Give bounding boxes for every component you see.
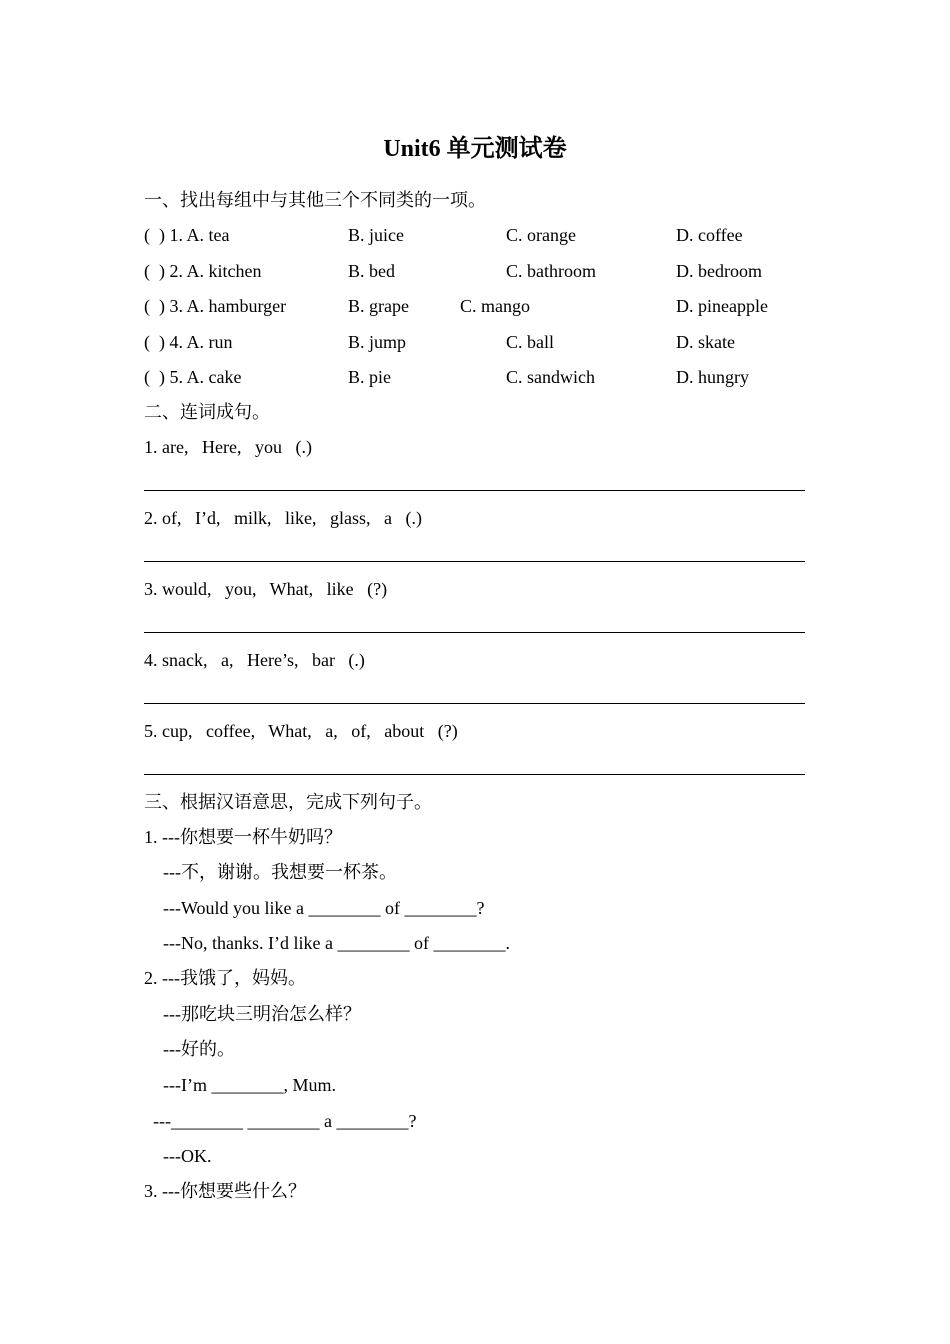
item-2-option-d: D. bedroom xyxy=(676,261,762,281)
page-title: Unit6 单元测试卷 xyxy=(383,136,567,162)
item-3-option-a: ( ) 3. A. hamburger xyxy=(144,296,287,316)
item-4-option-a: ( ) 4. A. run xyxy=(144,332,233,352)
item-2-option-c: C. bathroom xyxy=(506,261,596,281)
q1-line-1: 1. ---你想要一杯牛奶吗？ xyxy=(144,827,342,847)
item-1-option-a: ( ) 1. A. tea xyxy=(144,225,230,245)
answer-line-1 xyxy=(144,490,805,491)
item-1-option-b: B. juice xyxy=(348,225,404,245)
answer-line-5 xyxy=(144,774,805,775)
section2-item-1: 1. are, Here, you (.) xyxy=(144,437,312,457)
q2-line-4: ---I’m ________, Mum. xyxy=(163,1075,336,1095)
q2-line-1: 2. ---我饿了，妈妈。 xyxy=(144,968,306,988)
item-4-option-b: B. jump xyxy=(348,332,407,352)
section2-item-3: 3. would, you, What, like (?) xyxy=(144,579,388,599)
item-3-option-d: D. pineapple xyxy=(676,296,768,316)
item-3-option-b: B. grape xyxy=(348,296,409,316)
item-4-option-d: D. skate xyxy=(676,332,735,352)
section1-heading: 一、找出每组中与其他三个不同类的一项。 xyxy=(144,190,486,210)
answer-line-4 xyxy=(144,703,805,704)
item-5-option-d: D. hungry xyxy=(676,367,749,387)
section2-item-4: 4. snack, a, Here’s, bar (.) xyxy=(144,650,365,670)
item-1-option-c: C. orange xyxy=(506,225,576,245)
q3-line-1: 3. ---你想要些什么？ xyxy=(144,1181,306,1201)
q2-line-6: ---OK. xyxy=(163,1146,212,1166)
section2-item-5: 5. cup, coffee, What, a, of, about (?) xyxy=(144,721,458,741)
item-2-option-a: ( ) 2. A. kitchen xyxy=(144,261,262,281)
section2-item-2: 2. of, I’d, milk, like, glass, a (.) xyxy=(144,508,422,528)
item-5-option-c: C. sandwich xyxy=(506,367,595,387)
q2-line-5: ---________ ________ a ________? xyxy=(153,1111,417,1131)
answer-line-3 xyxy=(144,632,805,633)
section3-heading: 三、根据汉语意思，完成下列句子。 xyxy=(144,792,432,812)
q2-line-2: ---那吃块三明治怎么样？ xyxy=(163,1004,361,1024)
item-3-option-c: C. mango xyxy=(460,296,530,316)
q1-line-2: ---不，谢谢。我想要一杯茶。 xyxy=(163,862,397,882)
q2-line-3: ---好的。 xyxy=(163,1039,235,1059)
q1-line-4: ---No, thanks. I’d like a ________ of ________. xyxy=(163,933,510,953)
item-4-option-c: C. ball xyxy=(506,332,554,352)
item-5-option-a: ( ) 5. A. cake xyxy=(144,367,242,387)
item-2-option-b: B. bed xyxy=(348,261,395,281)
item-1-option-d: D. coffee xyxy=(676,225,743,245)
answer-line-2 xyxy=(144,561,805,562)
section2-heading: 二、连词成句。 xyxy=(144,402,270,422)
item-5-option-b: B. pie xyxy=(348,367,391,387)
q1-line-3: ---Would you like a ________ of ________? xyxy=(163,898,485,918)
